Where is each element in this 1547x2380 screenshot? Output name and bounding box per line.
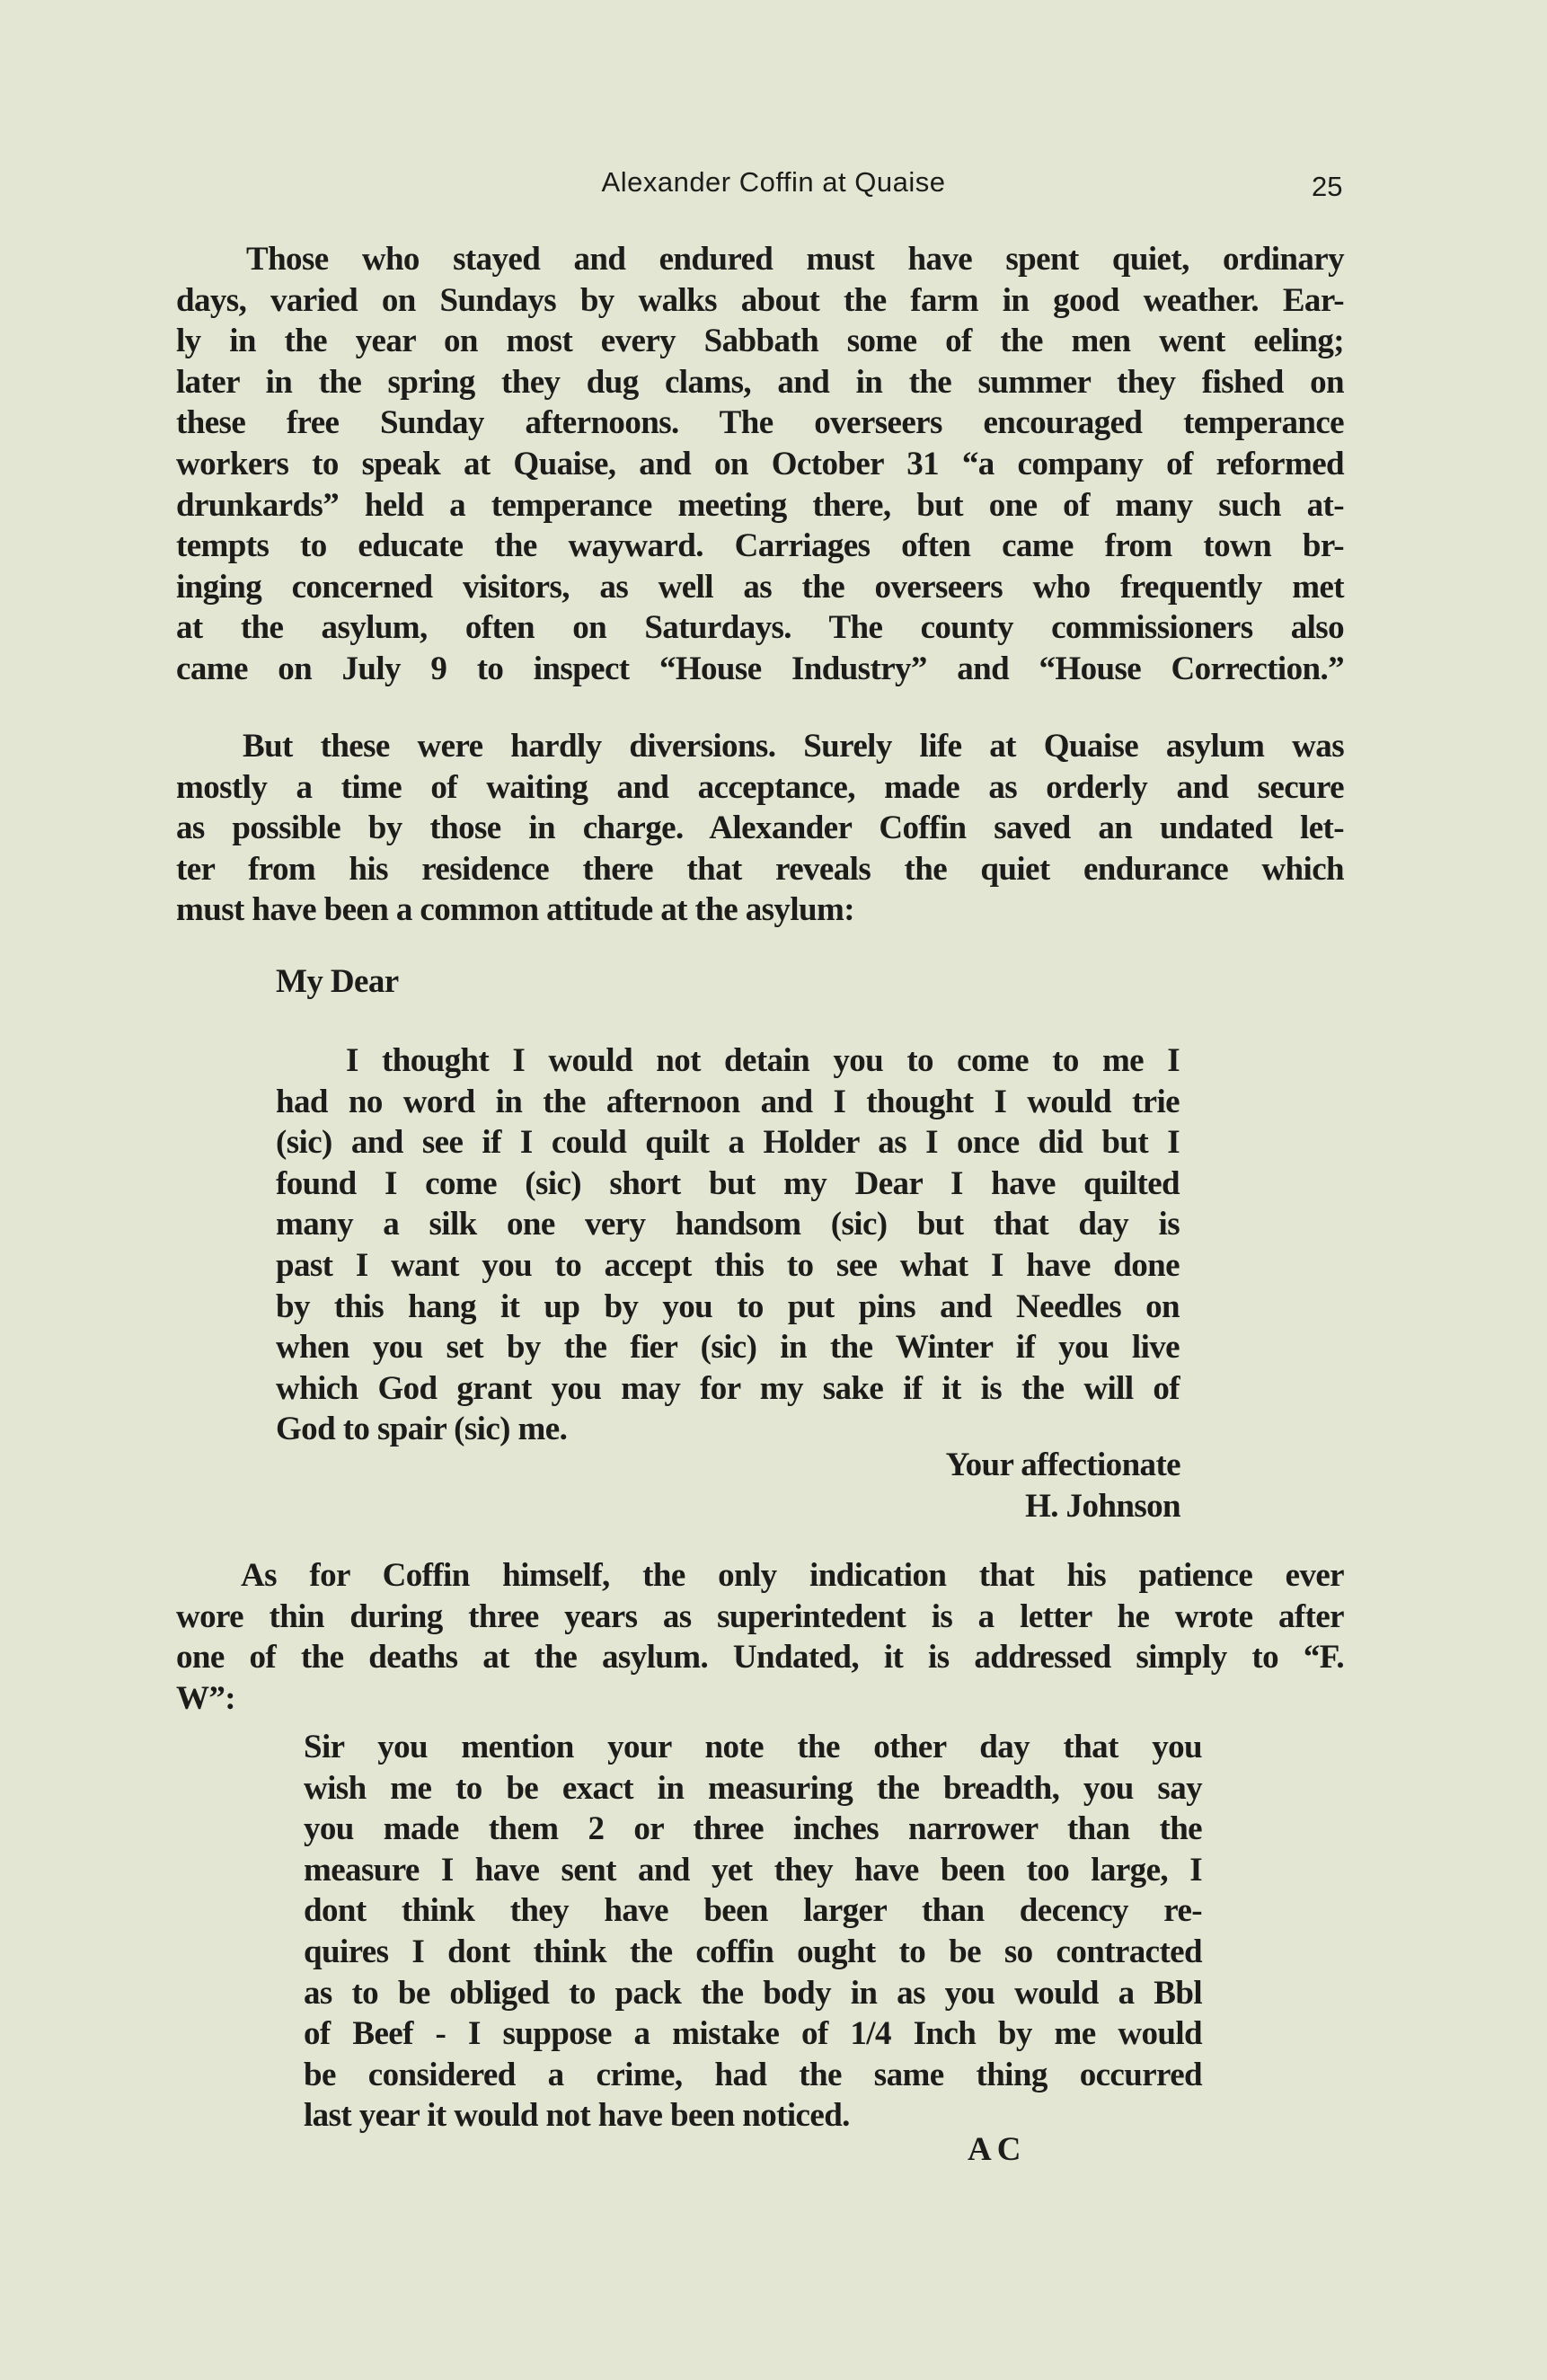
- signature-coffin: A C: [968, 2131, 1021, 2168]
- signature-johnson: H. Johnson: [1025, 1487, 1180, 1525]
- letter-line: (sic) and see if I could quilt a Holder as I once did but I: [276, 1124, 1180, 1162]
- text-line: ter from his residence there that reveals the quiet endurance which: [176, 850, 1344, 888]
- running-head: Alexander Coffin at Quaise: [601, 166, 946, 198]
- letter-line: you made them 2 or three inches narrower than the: [304, 1810, 1202, 1848]
- letter-line: of Beef - I suppose a mistake of 1/4 Inch by me would: [304, 2015, 1202, 2053]
- letter-line: by this hang it up by you to put pins and Needles on: [276, 1287, 1180, 1325]
- letter-line: I thought I would not detain you to come to me I: [346, 1042, 1180, 1079]
- letter-line: which God grant you may for my sake if it is the will of: [276, 1369, 1180, 1407]
- text-line: ly in the year on most every Sabbath some of the men went eeling;: [176, 323, 1344, 360]
- text-line: came on July 9 to inspect “House Industry” and “House Correction.”: [176, 650, 1344, 687]
- paragraph-3: [176, 1555, 1344, 1719]
- text-line: workers to speak at Quaise, and on October 31 “a company of reformed: [176, 445, 1344, 482]
- letter-line: past I want you to accept this to see what I have done: [276, 1246, 1180, 1284]
- text-line: these free Sunday afternoons. The overseers encouraged temperance: [176, 404, 1344, 442]
- text-line: tempts to educate the wayward. Carriages often came from town br-: [176, 527, 1344, 565]
- text-line: W”:: [176, 1679, 236, 1717]
- page-number: 25: [1312, 171, 1343, 202]
- closing-text: Your affectionate: [945, 1447, 1180, 1483]
- letter-line: God to spair (sic) me.: [276, 1411, 568, 1448]
- letter-line: had no word in the afternoon and I thought I would trie: [276, 1083, 1180, 1120]
- text-line: as possible by those in charge. Alexander Coffin saved an undated let-: [176, 810, 1344, 847]
- text-line: mostly a time of waiting and acceptance, made as orderly and secure: [176, 768, 1344, 806]
- text-line: As for Coffin himself, the only indication that his patience ever: [241, 1557, 1344, 1594]
- letter-salutation: My Dear: [276, 963, 399, 1000]
- letter-line: measure I have sent and yet they have been too large, I: [304, 1851, 1202, 1889]
- letter-line: as to be obliged to pack the body in as you would a Bbl: [304, 1974, 1202, 2012]
- text-line: Those who stayed and endured must have spent quiet, ordinary: [246, 241, 1344, 278]
- paragraph-1: [176, 239, 1344, 690]
- text-line: wore thin during three years as superintedent is a letter he wrote after: [176, 1597, 1344, 1635]
- letter-closing: [886, 1445, 1180, 1526]
- letter-line: many a silk one very handsom (sic) but that day is: [276, 1206, 1180, 1243]
- letter-line: found I come (sic) short but my Dear I have quilted: [276, 1164, 1180, 1202]
- text-line: inging concerned visitors, as well as the overseers who frequently met: [176, 568, 1344, 606]
- text-line: days, varied on Sundays by walks about the farm in good weather. Ear-: [176, 281, 1344, 319]
- text-line: But these were hardly diversions. Surely life at Quaise asylum was: [243, 728, 1344, 765]
- text-line: at the asylum, often on Saturdays. The county commissioners also: [176, 609, 1344, 647]
- letter-line: Sir you mention your note the other day that you: [304, 1729, 1202, 1765]
- letter-line: dont think they have been larger than decency re-: [304, 1892, 1202, 1930]
- text-line: drunkards” held a temperance meeting there, but one of many such at-: [176, 486, 1344, 524]
- letter-coffin: [304, 1727, 1202, 2137]
- letter-line: be considered a crime, had the same thing occurred: [304, 2056, 1202, 2093]
- text-line: later in the spring they dug clams, and in the summer they fished on: [176, 363, 1344, 401]
- text-line: must have been a common attitude at the asylum:: [176, 891, 854, 929]
- letter-line: last year it would not have been noticed.: [304, 2097, 850, 2135]
- letter-line: when you set by the fier (sic) in the Winter if you live: [276, 1329, 1180, 1367]
- paragraph-2: [176, 726, 1344, 931]
- text-line: one of the deaths at the asylum. Undated, it is addressed simply to “F.: [176, 1639, 1344, 1677]
- letter-line: wish me to be exact in measuring the breadth, you say: [304, 1769, 1202, 1807]
- letter-johnson: [276, 1040, 1180, 1450]
- letter-line: quires I dont think the coffin ought to be so contracted: [304, 1933, 1202, 1970]
